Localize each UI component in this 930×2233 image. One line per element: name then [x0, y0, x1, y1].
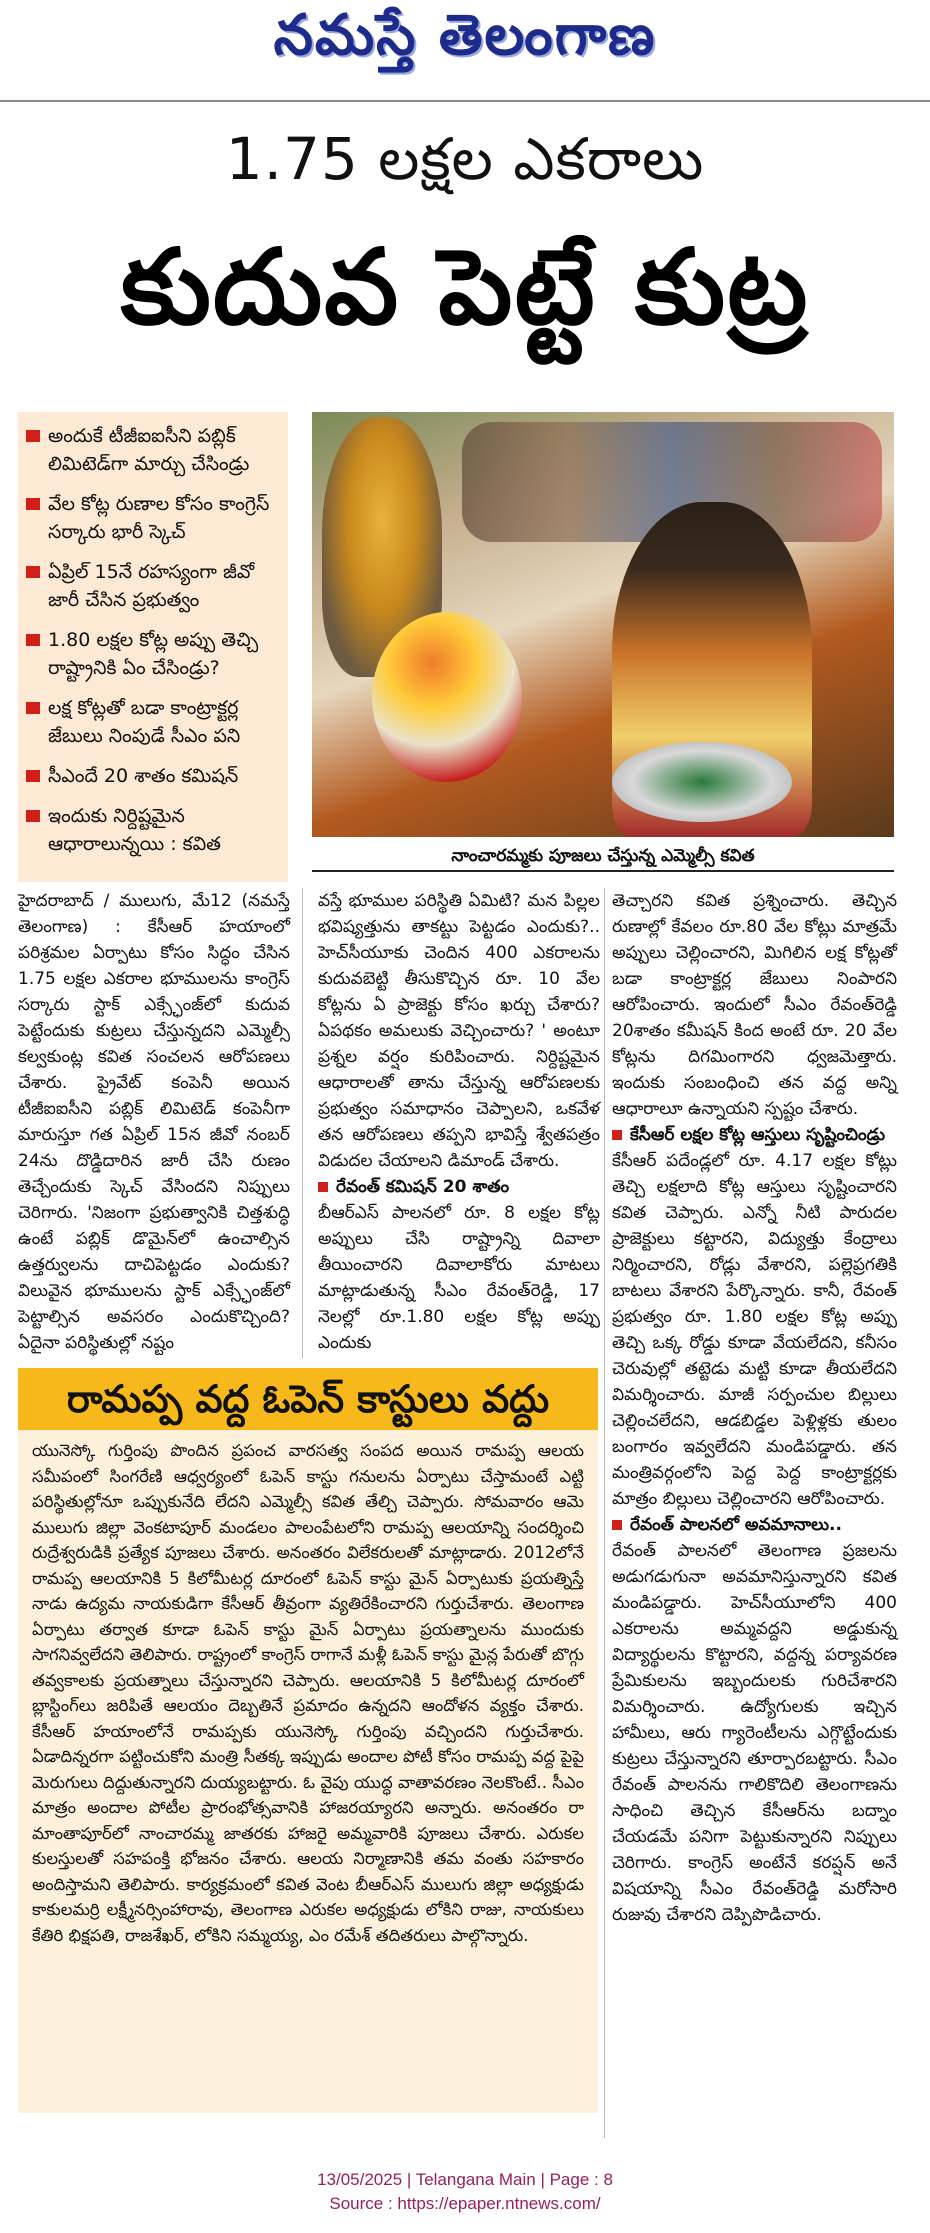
photo-caption: నాంచారమ్మకు పూజలు చేస్తున్న ఎమ్మెల్సీ కవిత: [312, 840, 894, 872]
bullet-icon: [612, 1130, 622, 1140]
article-paragraph: కేసీఆర్ పదేండ్లలో రూ. 4.17 లక్షల కోట్లు తెచ్చి లక్షలాది కోట్ల ఆస్తులు సృష్టించారని కవిత చెప్పారు. ఎన్నో నీటి పారుదల ప్రాజెక్టులు కట్టారని, విద్యుత్తు కేంద్రాలు నిర్మించారని, రోడ్లు వేశారని, పల్లెప్రగతికి బాటలు వేశారని పేర్కొన్నారు. కానీ, రేవంత్ ప్రభుత్వం రూ. 1.80 లక్షల కోట్ల అప్పు తెచ్చి ఒక్క రోడ్డు కూడా వేయలేదని, కనీసం చెరువుల్లో తట్టెడు మట్టి కూడా తీయలేదని విమర్శించారు. మాజీ సర్పంచుల బిల్లులు చెల్లించలేదని, ఆడబిడ్డల పెళ్లిళ్లకు తులం బంగారం ఇవ్వలేదని మండిపడ్డారు. తన మంత్రివర్గంలోని పెద్ద పెద్ద కాంట్రాక్టర్లకు మాత్రం బిల్లులు చెల్లించారని ఆరోపించారు.: [612, 1151, 897, 1509]
highlight-text: ఏప్రిల్ 15నే రహస్యంగా జీవో జారీ చేసిన ప్రభుత్వం: [48, 561, 255, 611]
footer-edition: 13/05/2025 | Telangana Main | Page : 8: [317, 2170, 613, 2189]
highlight-text: లక్ష కోట్లతో బడా కాంట్రాక్టర్ల జేబులు నింపుడే సీఎం పని: [48, 697, 241, 747]
masthead-logo: నమస్తే తెలంగాణ: [273, 2, 657, 68]
column-divider: [604, 888, 605, 2138]
article-column-2: [318, 888, 600, 1358]
subhead-text: రేవంత్ పాలనలో అవమానాలు..: [630, 1515, 842, 1535]
article-paragraph: హైదరాబాద్ / ములుగు, మే12 (నమస్తే తెలంగాణ) : కేసీఆర్ హయాంలో పరిశ్రమల ఏర్పాటు కోసం సిద్ధం చేసిన 1.75 లక్షల ఎకరాల భూములను కాంగ్రెస్ సర్కారు స్టాక్ ఎక్స్ఛేంజ్‌లో కుదువ పెట్టేందుకు కుట్రలు చేస్తున్నదని ఎమ్మెల్సీ కల్వకుంట్ల కవిత సంచలన ఆరోపణలు చేశారు. ప్రైవేట్ కంపెనీ అయిన టీజీఐఐసీని పబ్లిక్ లిమిటెడ్ కంపెనీగా మారుస్తూ గత ఏప్రిల్ 15న జీవో నంబర్ 24ను దొడ్డిదారిన జారీ చేసి రుణం తెచ్చేందుకు స్కెచ్ వేసిందని నిప్పులు చెరిగారు. 'నిజంగా ప్రభుత్వానికి చిత్తశుద్ధి ఉంటే పబ్లిక్ డొమైన్‌లో ఉంచాల్సిన ఉత్తర్వులను దాచిపెట్టడం ఎందుకు? విలువైన భూములను స్టాక్ ఎక్స్ఛేంజ్‌లో పెట్టాల్సిన అవసరం ఎందుకొచ్చింది? ఏదైనా పరిస్థితుల్లో నష్టం: [18, 891, 290, 1353]
sidebar-story-headline: రామప్ప వద్ద ఓపెన్ కాస్టులు వద్దు: [18, 1368, 598, 1430]
photo-garland: [372, 612, 522, 782]
highlight-item: [26, 626, 280, 682]
highlight-text: అందుకే టీజీఐఐసీని పబ్లిక్ లిమిటెడ్‌గా మార్చు చేసిండ్రు: [48, 425, 250, 475]
highlight-text: వేల కోట్ల రుణాల కోసం కాంగ్రెస్ సర్కారు భారీ స్కెచ్: [48, 493, 270, 543]
highlight-item: [26, 490, 280, 546]
bullet-icon: [26, 702, 40, 714]
article-subhead: [612, 1512, 897, 1538]
sidebar-story: [18, 1368, 598, 2113]
story-headline: కుదువ పెట్టే కుట్ర: [120, 226, 810, 348]
column-divider: [302, 888, 303, 1358]
highlight-text: ఇందుకు నిర్దిష్టమైన ఆధారాలున్నయి : కవిత: [48, 805, 221, 855]
bullet-icon: [26, 498, 40, 510]
highlight-item: [26, 694, 280, 750]
article-paragraph: బీఆర్‌ఎస్ పాలనలో రూ. 8 లక్షల కోట్ల అప్పులు చేసి రాష్ట్రాన్ని దివాలా తీయించారని దివాలాకోరు మాటలు మాట్లాడుతున్న సీఎం రేవంత్‌రెడ్డి, 17 నెలల్లో రూ.1.80 లక్షల కోట్ల అప్పు ఎందుకు: [318, 1203, 600, 1353]
sidebar-story-body: యునెస్కో గుర్తింపు పొందిన ప్రపంచ వారసత్వ సంపద అయిన రామప్ప ఆలయ సమీపంలో సింగరేణి ఆధ్వర్యంలో ఓపెన్ కాస్టు గనులను ఏర్పాటు చేస్తామంటే ఎట్టి పరిస్థితుల్లోనూ ఒప్పుకునేది లేదని ఎమ్మెల్సీ కవిత తేల్చి చెప్పారు. సోమవారం ఆమె ములుగు జిల్లా వెంకటాపూర్ మండలం పాలంపేటలోని రామప్ప ఆలయాన్ని సందర్శించి రుద్రేశ్వరుడికి ప్రత్యేక పూజలు చేశారు. అనంతరం విలేకరులతో మాట్లాడారు. 2012లోనే రామప్ప ఆలయానికి 5 కిలోమీటర్ల దూరంలో ఓపెన్ కాస్టు మైన్ ఏర్పాటుకు ప్రయత్నిస్తే నాడు ఉద్యమ నాయకుడిగా కేసీఆర్ తీవ్రంగా వ్యతిరేకించారని గుర్తుచేశారు. తెలంగాణ ఏర్పాటు తర్వాత కూడా ఓపెన్ కాస్టు మైన్ ఏర్పాటు ప్రయత్నాలను ముందుకు సాగనివ్వలేదని తెలిపారు. రాష్ట్రంలో కాంగ్రెస్ రాగానే మళ్లీ ఓపెన్ కాస్టు మైన్ల పేరుతో బొగ్గు తవ్వకాలకు ప్రయత్నాలు చేస్తున్నారని చెప్పారు. ఆలయానికి 5 కిలోమీటర్ల దూరంలో బ్లాస్టింగ్‌లు జరిపితే ఆలయం దెబ్బతినే ప్రమాదం ఉన్నదని ఆందోళన వ్యక్తం చేశారు. కేసీఆర్ హయాంలోనే రామప్పకు యునెస్కో గుర్తింపు వచ్చిందని గుర్తుచేశారు. ఏడాదిన్నరగా పట్టించుకోని మంత్రి సీతక్క ఇప్పుడు అందాల పోటీ కోసం రామప్ప వద్ద పైపై మెరుగులు దిద్దుతున్నారని దుయ్యబట్టారు. ఓ వైపు యుద్ధ వాతావరణం నెలకొంటే.. సీఎం మాత్రం అందాల పోటీల ప్రారంభోత్సవానికి హాజరయ్యారని అన్నారు. అనంతరం రా మాంతాపూర్‌లో నాంచారమ్మ జాతరకు హాజరై అమ్మవారికి పూజలు చేశారు. ఎరుకల కులస్తులతో సహపంక్తి భోజనం చేశారు. ఆలయ నిర్మాణానికి తమ వంతు సహకారం అందిస్తామని తెలిపారు. కార్యక్రమంలో కవిత వెంట బీఆర్‌ఎస్ ములుగు జిల్లా అధ్యక్షుడు కాకులమర్రి లక్ష్మీనర్సింహారావు, తెలంగాణ ఎరుకల అధ్యక్షుడు లోకిని రాజు, నాయకులు కేతిరి భిక్షపతి, రాజశేఖర్, లోకిని సమ్మయ్య, ఎం రమేశ్ తదితరులు పాల్గొన్నారు.: [18, 1430, 598, 2113]
highlight-text: సీఎందే 20 శాతం కమిషన్: [48, 765, 239, 787]
bullet-icon: [26, 566, 40, 578]
news-photo: [312, 412, 894, 837]
article-column-1: [18, 888, 290, 1358]
bullet-icon: [318, 1182, 328, 1192]
highlight-item: [26, 422, 280, 478]
subhead-text: కేసీఆర్ లక్షల కోట్ల ఆస్తులు సృష్టించిండ్రు: [630, 1125, 886, 1145]
page-footer: [0, 2168, 930, 2216]
subhead-text: రేవంత్ కమిషన్ 20 శాతం: [336, 1177, 510, 1197]
bullet-icon: [26, 430, 40, 442]
article-paragraph: వస్తే భూముల పరిస్థితి ఏమిటి? మన పిల్లల భవిష్యత్తును తాకట్టు పెట్టడం ఎందుకు?.. హెచ్‌సీయూకు చెందిన 400 ఎకరాలను కుదువబెట్టి తీసుకొచ్చిన రూ. 10 వేల కోట్లను ఏ ప్రాజెక్టు కోసం ఖర్చు చేశారు? ఏపథకం అమలుకు వెచ్చించారు? ' అంటూ ప్రశ్నల వర్షం కురిపించారు. నిర్దిష్టమైన ఆధారాలతో తాను చేస్తున్న ఆరోపణలకు ప్రభుత్వం సమాధానం చెప్పాలని, ఒకవేళ తన ఆరోపణలు తప్పని భావిస్తే శ్వేతపత్రం విడుదల చేయాలని డిమాండ్ చేశారు.: [318, 891, 600, 1171]
footer-source[interactable]: Source : https://epaper.ntnews.com/: [329, 2194, 601, 2213]
highlight-text: 1.80 లక్షల కోట్ల అప్పు తెచ్చి రాష్ట్రానికి ఏం చేసిండ్రు?: [48, 629, 259, 679]
masthead-divider: [0, 100, 930, 102]
bullet-icon: [26, 810, 40, 822]
bullet-icon: [26, 770, 40, 782]
article-column-3: [612, 888, 897, 2138]
article-paragraph: తెచ్చారని కవిత ప్రశ్నించారు. తెచ్చిన రుణాల్లో కేవలం రూ.80 వేల కోట్లు మాత్రమే అప్పులు చెల్లించారని, మిగిలిన లక్ష కోట్లతో బడా కాంట్రాక్టర్ల జేబులు నింపారని ఆరోపించారు. ఇందులో సీఎం రేవంత్‌రెడ్డి 20శాతం కమీషన్ కింద అంటే రూ. 20 వేల కోట్లను దిగమింగారని ధ్వజమెత్తారు. ఇందుకు సంబంధించి తన వద్ద అన్ని ఆధారాలూ ఉన్నాయని స్పష్టం చేశారు.: [612, 891, 897, 1119]
bullet-icon: [26, 634, 40, 646]
story-kicker: 1.75 లక్షల ఎకరాలు: [225, 125, 705, 193]
article-paragraph: రేవంత్ పాలనలో తెలంగాణ ప్రజలను అడుగడుగునా అవమానిస్తున్నారని కవిత మండిపడ్డారు. హెచ్‌సీయూలోని 400 ఎకరాలను అమ్మవద్దని అడ్డుకున్న విద్యార్థులను కొట్టారని, వద్దన్న పర్యావరణ ప్రేమికులను ఇబ్బందులకు గురిచేశారని విమర్శించారు. ఉద్యోగులకు ఇచ్చిన హామీలు, ఆరు గ్యారెంటీలను ఎగ్గొట్టేందుకు కుట్రలు చేస్తున్నారని తూర్పారబట్టారు. సీఎం రేవంత్ పాలనను గాలికొదిలి తెలంగాణను సాధించి తెచ్చిన కేసీఆర్‌ను బద్నాం చేయడమే పనిగా పెట్టుకున్నారని నిప్పులు చెరిగారు. కాంగ్రెస్ అంటేనే కరప్షన్ అనే విషయాన్ని సీఎం రేవంత్‌రెడ్డి మరోసారి రుజువు చేశారని దెప్పిపొడిచారు.: [612, 1541, 897, 1925]
highlight-item: [26, 558, 280, 614]
bullet-icon: [612, 1520, 622, 1530]
masthead: [0, 0, 930, 100]
article-subhead: [318, 1174, 600, 1200]
article-subhead: [612, 1122, 897, 1148]
highlight-item: [26, 802, 280, 858]
highlights-box: [18, 412, 288, 882]
photo-offering-plate: [612, 742, 792, 822]
highlight-item: [26, 762, 280, 790]
